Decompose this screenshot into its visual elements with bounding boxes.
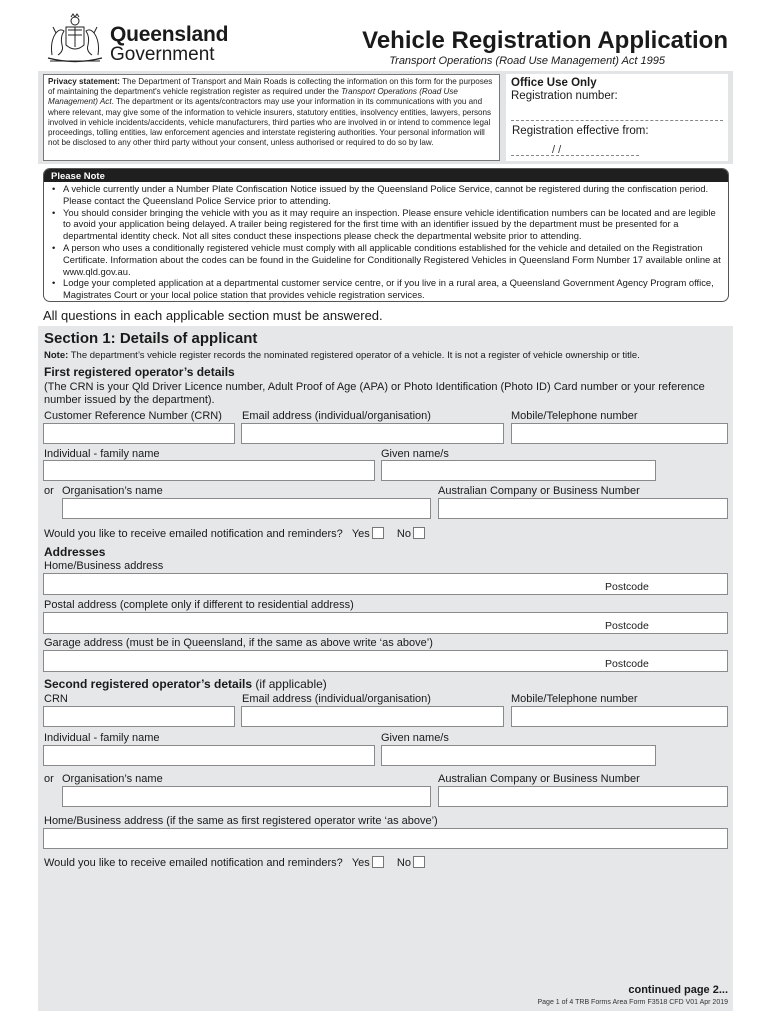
addresses-heading: Addresses bbox=[44, 545, 106, 559]
first-operator-heading: First registered operator’s details bbox=[44, 365, 235, 379]
privacy-text-1: The Department of Transport and Main Roads is collecting the information on this form for the purposes of maintaining the department's vehicle registration register as required under the bbox=[48, 77, 493, 97]
second-given-name-label: Given name/s bbox=[381, 732, 449, 744]
page-footer: Page 1 of 4 TRB Forms Area Form F3518 CFD V01 Apr 2019 bbox=[537, 999, 728, 1006]
given-name-input[interactable] bbox=[381, 460, 656, 481]
registration-effective-label: Registration effective from: bbox=[512, 125, 649, 137]
second-family-name-label: Individual - family name bbox=[44, 732, 160, 744]
second-home-address-label: Home/Business address (if the same as first registered operator write ‘as above’) bbox=[44, 815, 438, 827]
phone-label: Mobile/Telephone number bbox=[511, 410, 638, 422]
section-1-note bbox=[44, 350, 640, 361]
family-name-label: Individual - family name bbox=[44, 448, 160, 460]
registration-date-line[interactable] bbox=[511, 155, 639, 156]
second-crn-label: CRN bbox=[44, 693, 68, 705]
phone-input[interactable] bbox=[511, 423, 728, 444]
second-abn-label: Australian Company or Business Number bbox=[438, 773, 640, 785]
crn-explanation: (The CRN is your Qld Driver Licence number, Adult Proof of Age (APA) or Photo Identification (Photo ID) Card number or your reference number issued by the department). bbox=[44, 381, 705, 406]
abn-input[interactable] bbox=[438, 498, 728, 519]
postal-postcode-label: Postcode bbox=[605, 620, 649, 632]
second-organisation-name-input[interactable] bbox=[62, 786, 431, 807]
second-email-label: Email address (individual/organisation) bbox=[242, 693, 431, 705]
second-operator-heading bbox=[44, 677, 327, 691]
second-notification-no-checkbox[interactable] bbox=[413, 856, 425, 868]
office-use-title: Office Use Only bbox=[511, 77, 597, 89]
second-yes-label: Yes bbox=[351, 857, 370, 869]
form-title: Vehicle Registration Application bbox=[362, 27, 728, 54]
registration-number-label: Registration number: bbox=[511, 90, 618, 102]
continued-label: continued page 2... bbox=[628, 984, 728, 996]
home-postcode-label: Postcode bbox=[605, 581, 649, 593]
second-operator-heading-suffix: (if applicable) bbox=[252, 677, 327, 691]
second-notification-question bbox=[44, 856, 425, 869]
notification-no-checkbox[interactable] bbox=[413, 527, 425, 539]
notification-yes-checkbox[interactable] bbox=[372, 527, 384, 539]
garage-postcode-label: Postcode bbox=[605, 658, 649, 670]
note-item: • Lodge your completed application at a departmental customer service centre, or if you live in a rural area, a Queensland Government Agency Program office, Magistrates Court or your local police station that provides vehicle registration services. bbox=[51, 277, 722, 301]
org-name: Queensland bbox=[110, 23, 229, 46]
second-home-address-input[interactable] bbox=[43, 828, 728, 849]
second-phone-label: Mobile/Telephone number bbox=[511, 693, 638, 705]
second-family-name-input[interactable] bbox=[43, 745, 375, 766]
or-label: or bbox=[44, 485, 54, 497]
please-note-box bbox=[43, 168, 729, 302]
crn-label: Customer Reference Number (CRN) bbox=[44, 410, 222, 422]
registration-date-field: / / bbox=[552, 144, 562, 156]
queensland-crest-icon bbox=[44, 13, 106, 65]
note-item: • A person who uses a conditionally registered vehicle must comply with all applicable conditions established for the vehicle and detailed on the Registration Certificate. Information about the codes can be found in the Guideline for Conditionally Registered Vehicles in Queensland Form Number 17 available online at www.qld.gov.au. bbox=[51, 242, 722, 277]
section-1-title: Section 1: Details of applicant bbox=[44, 330, 258, 347]
note-text: The department’s vehicle register records the nominated registered operator of a vehicle. It is not a register of vehicle ownership or title. bbox=[68, 350, 640, 361]
second-notification-yes-checkbox[interactable] bbox=[372, 856, 384, 868]
second-phone-input[interactable] bbox=[511, 706, 728, 727]
form-subtitle: Transport Operations (Road Use Management) Act 1995 bbox=[389, 55, 665, 67]
privacy-statement bbox=[43, 74, 500, 161]
registration-number-line[interactable] bbox=[511, 120, 723, 121]
second-crn-input[interactable] bbox=[43, 706, 235, 727]
second-email-input[interactable] bbox=[241, 706, 504, 727]
privacy-act-name: Transport Operations (Road Use Management) Act bbox=[48, 87, 458, 107]
note-label: Note: bbox=[44, 350, 69, 361]
note-item: • A vehicle currently under a Number Plate Confiscation Notice issued by the Queensland Police Service, cannot be registered during the confiscation period. Please contact the Queensland Police Service prior to attending. bbox=[51, 183, 722, 207]
second-or-label: or bbox=[44, 773, 54, 785]
second-organisation-name-label: Organisation’s name bbox=[62, 773, 163, 785]
office-use-box bbox=[506, 74, 728, 161]
yes-label: Yes bbox=[351, 528, 370, 540]
all-questions-instruction: All questions in each applicable section must be answered. bbox=[43, 308, 383, 323]
email-input[interactable] bbox=[241, 423, 504, 444]
please-note-list bbox=[44, 182, 728, 301]
org-subname: Government bbox=[110, 44, 215, 65]
second-operator-heading-text: Second registered operator’s details bbox=[44, 677, 253, 691]
family-name-input[interactable] bbox=[43, 460, 375, 481]
given-name-label: Given name/s bbox=[381, 448, 449, 460]
second-abn-input[interactable] bbox=[438, 786, 728, 807]
email-label: Email address (individual/organisation) bbox=[242, 410, 431, 422]
garage-address-label: Garage address (must be in Queensland, if the same as above write ‘as above’) bbox=[44, 637, 433, 649]
second-notification-question-text: Would you like to receive emailed notification and reminders? bbox=[44, 857, 343, 869]
note-item: • You should consider bringing the vehicle with you as it may require an inspection. Please ensure vehicle identification numbers can be located and are legible to avoid your application being delayed. A trailer being registered for the first time with an identifier issued by the department must be presented for a departmental identity check. Not all sites conduct these inspections please check the departmental website prior to attending. bbox=[51, 207, 722, 242]
crn-input[interactable] bbox=[43, 423, 235, 444]
home-address-label: Home/Business address bbox=[44, 560, 164, 572]
privacy-label: Privacy statement: bbox=[48, 77, 120, 86]
postal-address-label: Postal address (complete only if different to residential address) bbox=[44, 599, 354, 611]
privacy-text-2: . The department or its agents/contractors may use your information in its communications with you and where relevant, may give some of the information to vehicle insurers, statutory entities, insolvency entities, lawyers, persons involved in vehicle incidents/accidents, vehicle manufacturers, third parties who are involved in or intend to commence legal proceedings, tolling entities, law enforcement agencies and interstate registering authorities. Your personal information will not be disclosed to any other third party without your consent, unless authorised or required to do so by law. bbox=[48, 97, 492, 148]
please-note-title: Please Note bbox=[44, 169, 728, 182]
organisation-name-input[interactable] bbox=[62, 498, 431, 519]
second-no-label: No bbox=[396, 857, 411, 869]
abn-label: Australian Company or Business Number bbox=[438, 485, 640, 497]
notification-question bbox=[44, 527, 425, 540]
organisation-name-label: Organisation’s name bbox=[62, 485, 163, 497]
notification-question-text: Would you like to receive emailed notification and reminders? bbox=[44, 528, 343, 540]
no-label: No bbox=[396, 528, 411, 540]
second-given-name-input[interactable] bbox=[381, 745, 656, 766]
